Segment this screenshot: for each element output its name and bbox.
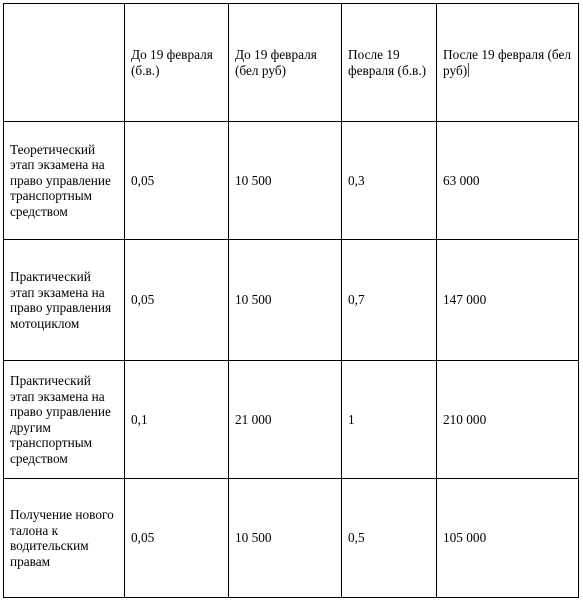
before-bv-cell: 0,05 bbox=[125, 479, 229, 598]
service-cell: Практический этап экзамена на право управление другим транспортным средством bbox=[4, 361, 125, 479]
after-bv-cell: 1 bbox=[342, 361, 437, 479]
table-row bbox=[4, 240, 579, 361]
table-row bbox=[4, 122, 579, 240]
table-row bbox=[4, 361, 579, 479]
before-byr-cell: 10 500 bbox=[229, 122, 342, 240]
service-cell: Теоретический этап экзамена на право управление транспортным средством bbox=[4, 122, 125, 240]
before-bv-cell: 0,05 bbox=[125, 240, 229, 361]
service-cell: Получение нового талона к водительским правам bbox=[4, 479, 125, 598]
before-bv-cell: 0,1 bbox=[125, 361, 229, 479]
after-byr-cell: 147 000 bbox=[437, 240, 579, 361]
after-byr-cell: 63 000 bbox=[437, 122, 579, 240]
before-byr-cell: 21 000 bbox=[229, 361, 342, 479]
after-bv-cell: 0,3 bbox=[342, 122, 437, 240]
before-byr-cell: 10 500 bbox=[229, 240, 342, 361]
before-byr-cell: 10 500 bbox=[229, 479, 342, 598]
header-cell-before-byr: До 19 февраля (бел руб) bbox=[229, 4, 342, 122]
table-row bbox=[4, 479, 579, 598]
fees-table bbox=[3, 3, 579, 598]
header-cell-after-byr bbox=[437, 4, 579, 122]
header-cell-empty bbox=[4, 4, 125, 122]
after-byr-cell: 105 000 bbox=[437, 479, 579, 598]
header-cell-before-bv: До 19 февраля (б.в.) bbox=[125, 4, 229, 122]
before-bv-cell: 0,05 bbox=[125, 122, 229, 240]
text-cursor bbox=[468, 63, 469, 77]
after-bv-cell: 0,5 bbox=[342, 479, 437, 598]
header-row bbox=[4, 4, 579, 122]
header-cell-after-byr-text: После 19 февраля (бел руб) bbox=[443, 47, 572, 78]
header-cell-after-bv: После 19 февраля (б.в.) bbox=[342, 4, 437, 122]
service-cell: Практический этап экзамена на право управления мотоциклом bbox=[4, 240, 125, 361]
after-bv-cell: 0,7 bbox=[342, 240, 437, 361]
after-byr-cell: 210 000 bbox=[437, 361, 579, 479]
